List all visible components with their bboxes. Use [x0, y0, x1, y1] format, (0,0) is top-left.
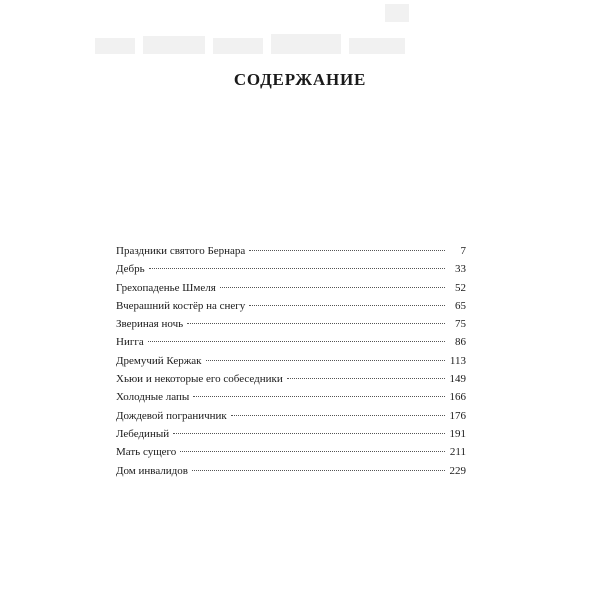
toc-entry-page: 113 [449, 354, 466, 367]
dot-leader [149, 268, 445, 269]
dot-leader [148, 341, 445, 342]
toc-entry[interactable] [116, 370, 466, 388]
toc-entry-title: Праздники святого Бернара [116, 245, 246, 257]
dot-leader [180, 451, 445, 452]
toc-entry[interactable] [116, 388, 466, 406]
dot-leader [192, 470, 445, 471]
table-of-contents [116, 242, 466, 480]
toc-entry-title: Вчерашний костёр на снегу [116, 299, 246, 312]
toc-entry[interactable] [116, 315, 466, 333]
show-through-text [85, 0, 415, 70]
dot-leader [249, 305, 445, 306]
toc-entry-title: Хьюи и некоторые его собеседники [116, 373, 283, 386]
toc-entry-page: 176 [449, 409, 466, 422]
toc-entry-page: 149 [449, 373, 466, 386]
toc-entry-title: Грехопаденье Шмеля [116, 281, 216, 294]
toc-entry[interactable] [116, 242, 466, 260]
dot-leader [249, 250, 445, 251]
toc-entry[interactable] [116, 425, 466, 443]
toc-entry[interactable] [116, 443, 466, 461]
toc-entry-title: Холодные лапы [116, 391, 190, 404]
dot-leader [287, 378, 445, 379]
toc-entry-page: 7 [460, 245, 466, 257]
toc-entry-title: Лебединый [116, 427, 170, 440]
toc-entry-page: 211 [449, 446, 466, 459]
toc-entry-title: Дождевой пограничник [116, 409, 227, 422]
toc-entry-page: 166 [449, 391, 466, 404]
toc-entry-title: Нигга [116, 336, 144, 349]
toc-entry[interactable] [116, 333, 466, 351]
toc-entry-page: 52 [455, 281, 466, 294]
toc-entry-page: 75 [455, 318, 466, 331]
toc-entry-title: Дом инвалидов [116, 464, 188, 477]
toc-entry-page: 229 [449, 464, 466, 477]
dot-leader [206, 360, 445, 361]
toc-entry[interactable] [116, 260, 466, 278]
toc-entry[interactable] [116, 279, 466, 297]
toc-entry-page: 65 [455, 299, 466, 312]
toc-entry-page: 86 [455, 336, 466, 349]
toc-entry-title: Дебрь [116, 263, 145, 276]
toc-entry-title: Звериная ночь [116, 318, 184, 331]
page-title: СОДЕРЖАНИЕ [233, 70, 367, 89]
toc-entry[interactable] [116, 297, 466, 315]
toc-entry-title: Мать сущего [116, 446, 177, 459]
toc-entry[interactable] [116, 352, 466, 370]
dot-leader [220, 287, 445, 288]
dot-leader [187, 323, 445, 324]
toc-entry[interactable] [116, 462, 466, 480]
toc-entry-page: 33 [455, 263, 466, 276]
dot-leader [193, 396, 445, 397]
toc-entry[interactable] [116, 407, 466, 425]
dot-leader [231, 415, 445, 416]
toc-entry-page: 191 [449, 427, 466, 440]
toc-entry-title: Дремучий Кержак [116, 354, 202, 367]
dot-leader [173, 433, 445, 434]
